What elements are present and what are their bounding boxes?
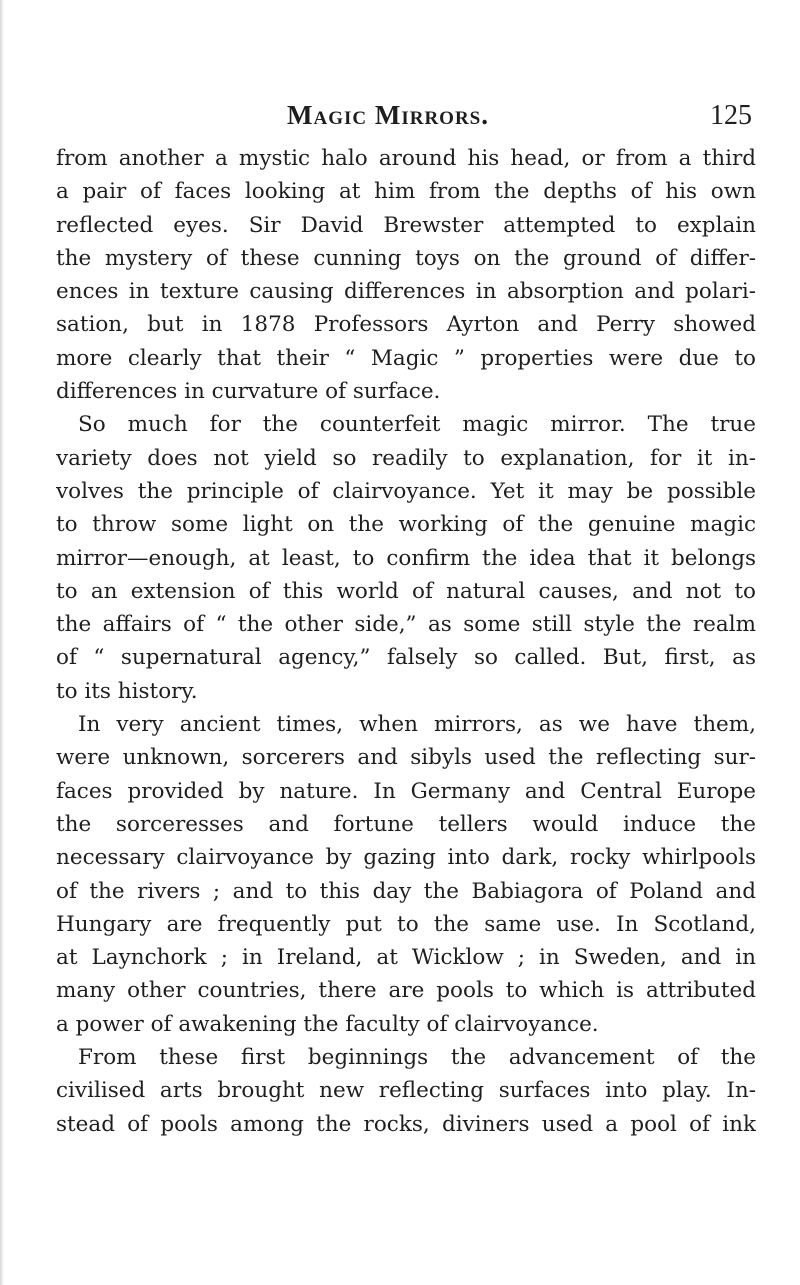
text-line: civilised arts brought new reflecting surfaces into play. In- (56, 1078, 756, 1104)
paragraph (56, 1041, 756, 1141)
paragraph (56, 708, 756, 1041)
text-line: sation, but in 1878 Professors Ayrton and Perry showed (56, 312, 756, 338)
body-text (56, 142, 756, 1141)
scan-edge (0, 0, 4, 1285)
text-line: of the rivers ; and to this day the Babiagora of Poland and (56, 878, 756, 904)
paragraph (56, 408, 756, 708)
text-line: from another a mystic halo around his head, or from a third (56, 146, 756, 171)
text-line: the affairs of “ the other side,” as some still style the realm (56, 612, 756, 638)
text-line: at Laynchork ; in Ireland, at Wicklow ; in Sweden, and in (56, 945, 756, 971)
text-line: necessary clairvoyance by gazing into dark, rocky whirlpools (56, 845, 756, 871)
text-line: the sorceresses and fortune tellers would induce the (56, 811, 756, 837)
running-title: Magic Mirrors. (287, 100, 489, 130)
text-line: Hungary are frequently put to the same use. In Scotland, (56, 911, 756, 937)
book-page (56, 0, 756, 1285)
text-line: In very ancient times, when mirrors, as we have them, (78, 712, 756, 738)
text-line: reflected eyes. Sir David Brewster attempted to explain (56, 212, 756, 238)
page-number: 125 (710, 100, 752, 131)
text-line: the mystery of these cunning toys on the ground of differ- (56, 245, 756, 271)
paragraph (56, 142, 756, 408)
text-line: were unknown, sorcerers and sibyls used the reflecting sur- (56, 745, 756, 771)
text-line: variety does not yield so readily to explanation, for it in- (56, 445, 756, 471)
running-head (56, 100, 756, 140)
text-line: differences in curvature of surface. (56, 379, 441, 405)
text-line: more clearly that their “ Magic ” properties were due to (56, 345, 756, 371)
text-line: From these first beginnings the advancement of the (78, 1045, 756, 1071)
text-line: volves the principle of clairvoyance. Yet it may be possible (56, 478, 756, 504)
text-line: faces provided by nature. In Germany and Central Europe (56, 778, 756, 804)
text-line: a pair of faces looking at him from the depths of his own (56, 179, 756, 205)
text-line: to throw some light on the working of the genuine magic (56, 512, 756, 538)
text-line: So much for the counterfeit magic mirror. The true (78, 412, 756, 438)
text-line: stead of pools among the rocks, diviners used a pool of ink (56, 1111, 756, 1137)
text-line: of “ supernatural agency,” falsely so called. But, first, as (56, 645, 756, 671)
text-line: to an extension of this world of natural causes, and not to (56, 578, 756, 604)
text-line: many other countries, there are pools to which is attributed (56, 978, 756, 1004)
text-line: mirror—enough, at least, to confirm the idea that it belongs (56, 545, 756, 571)
text-line: ences in texture causing differences in absorption and polari- (56, 279, 756, 305)
text-line: to its history. (56, 678, 198, 704)
text-line: a power of awakening the faculty of clairvoyance. (56, 1011, 599, 1037)
